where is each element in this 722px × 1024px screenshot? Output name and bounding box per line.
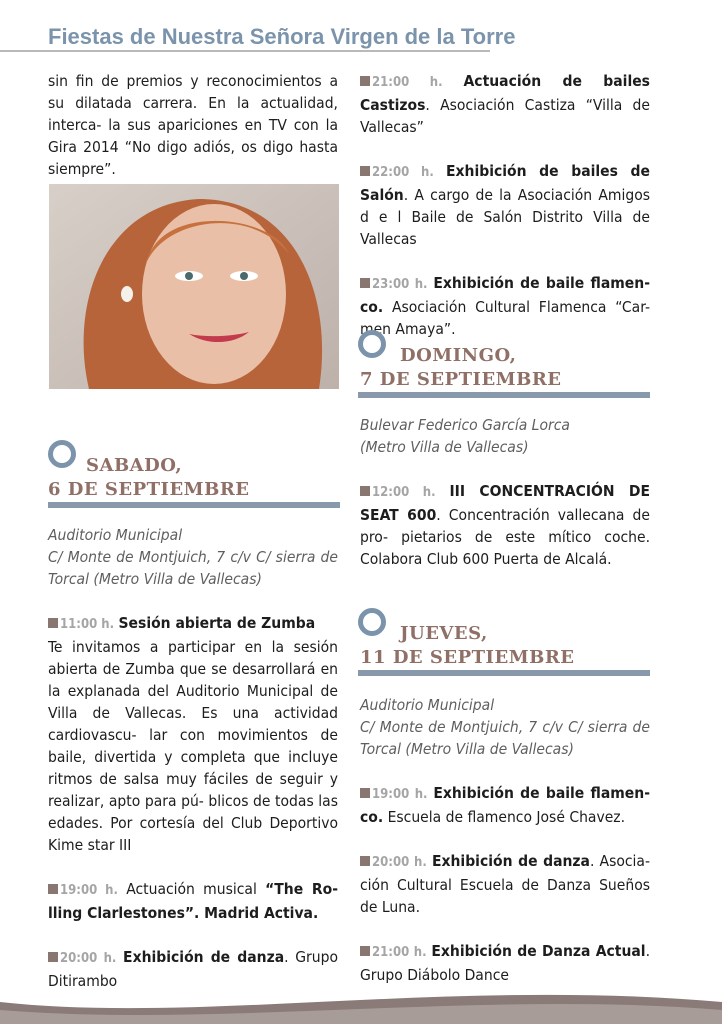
artist-photo	[49, 184, 339, 389]
right-column-top	[360, 70, 650, 340]
bullet-square-icon	[360, 278, 370, 288]
event-time: 21:00 h.	[372, 945, 427, 960]
event-title: III CONCENTRACIÓN DE SEAT 600	[360, 482, 650, 524]
event-title: “The Ro- lling Clarlestones”. Madrid Activa.	[48, 880, 338, 922]
venue-name: Bulevar Federico García Lorca	[360, 416, 570, 434]
event-title: Sesión abierta de Zumba	[118, 614, 316, 632]
event-time: 20:00 h.	[60, 951, 117, 966]
event-title: Exhibición de bailes de Salón	[360, 162, 650, 204]
right-day2-events	[360, 414, 650, 570]
day-marker-icon	[358, 608, 386, 636]
event-detail: . Grupo Diábolo Dance	[360, 942, 650, 984]
event-danza-suenos	[360, 850, 650, 918]
event-title: Exhibición de danza	[431, 852, 590, 870]
event-time: 22:00 h.	[372, 165, 434, 180]
bullet-square-icon	[360, 856, 370, 866]
bullet-square-icon	[48, 618, 58, 628]
day-marker-icon	[358, 330, 386, 358]
venue-name: Auditorio Municipal	[360, 696, 495, 714]
venue-name: Auditorio Municipal	[48, 526, 183, 544]
event-title: Exhibición de danza	[123, 948, 285, 966]
bullet-square-icon	[360, 788, 370, 798]
event-time: 23:00 h.	[372, 277, 428, 292]
day-divider	[48, 502, 340, 508]
bullet-square-icon	[48, 952, 58, 962]
event-salon	[360, 160, 650, 250]
left-column	[48, 70, 338, 180]
event-time: 12:00 h.	[372, 485, 436, 500]
event-time: 19:00 h.	[372, 787, 428, 802]
venue-address: C/ Monte de Montjuich, 7 c/v C/ sierra de Torcal (Metro Villa de Vallecas)	[360, 718, 650, 758]
day-title-line1: SABADO,	[86, 455, 183, 476]
event-detail: Escuela de flamenco José Chavez.	[383, 808, 626, 826]
day-title-line2: 7 DE SEPTIEMBRE	[360, 369, 562, 390]
venue-address: C/ Monte de Montjuich, 7 c/v C/ sierra de Torcal (Metro Villa de Vallecas)	[48, 548, 338, 588]
event-time: 20:00 h.	[372, 855, 427, 870]
event-title: Exhibición de baile flamen- co.	[360, 784, 650, 826]
left-events	[48, 524, 338, 992]
event-title: Exhibición de Danza Actual	[431, 942, 646, 960]
event-seat600	[360, 480, 650, 570]
day-heading-sabado	[48, 440, 340, 510]
intro-paragraph: sin fin de premios y reconocimientos a su dilatada carrera. En la actualidad, interca- la sus apariciones en TV con la Gira 2014 “No digo adiós, os digo hasta siempre”.	[48, 72, 338, 178]
event-detail: . Grupo Ditirambo	[48, 948, 338, 990]
bullet-square-icon	[360, 76, 370, 86]
day-title-line2: 6 DE SEPTIEMBRE	[48, 479, 250, 500]
bullet-square-icon	[360, 946, 370, 956]
event-zumba	[48, 612, 338, 636]
event-flamenco-chavez	[360, 782, 650, 828]
event-time: 19:00 h.	[60, 883, 118, 898]
event-detail: . Asocia- ción Cultural Escuela de Danza Sueños de Luna.	[360, 852, 650, 916]
event-danza-actual	[360, 940, 650, 986]
event-time: 11:00 h.	[60, 617, 115, 632]
event-detail: . Asociación Castiza “Villa de Vallecas”	[360, 96, 650, 136]
day-divider	[358, 670, 650, 676]
event-prefix: Actuación musical	[126, 880, 266, 898]
venue-address: (Metro Villa de Vallecas)	[360, 438, 529, 456]
bullet-square-icon	[48, 884, 58, 894]
day-heading-jueves	[358, 608, 650, 678]
event-castizos	[360, 70, 650, 138]
event-title: Actuación de bailes Castizos	[360, 72, 650, 114]
event-detail: . Concentración vallecana de pro- pietarios de este mítico coche. Colabora Club 600 Puerta de Alcalá.	[360, 506, 650, 568]
event-description: Te invitamos a participar en la sesión abierta de Zumba que se desarrollará en la explanada del Auditorio Municipal de Villa de Vallecas. Es una actividad cardiovascu- lar con movimientos de baile, divertida y completa que incluye ritmos de salsa muy fáciles de seguir y realizar, apto para pú- blicos de todas las edades. Por cortesía del Club Deportivo Kime star III	[48, 638, 338, 854]
day-title-line1: DOMINGO,	[400, 345, 517, 366]
right-day3-events	[360, 694, 650, 986]
bullet-square-icon	[360, 486, 370, 496]
day-title-line1: JUEVES,	[400, 623, 488, 644]
page-title: Fiestas de Nuestra Señora Virgen de la Torre	[48, 24, 516, 49]
event-detail: Asociación Cultural Flamenca “Car- men Amaya”.	[360, 298, 650, 338]
header-divider	[0, 50, 490, 52]
day-title-line2: 11 DE SEPTIEMBRE	[360, 647, 575, 668]
day-divider	[358, 392, 650, 398]
event-musical	[48, 878, 338, 924]
event-title: Exhibición de baile flamen- co.	[360, 274, 650, 316]
event-detail: . A cargo de la Asociación Amigos d e l Baile de Salón Distrito Villa de Vallecas	[360, 186, 650, 248]
footer-decoration	[0, 984, 722, 1024]
day-marker-icon	[48, 440, 76, 468]
day-heading-domingo	[358, 330, 650, 400]
event-time: 21:00 h.	[372, 75, 443, 90]
bullet-square-icon	[360, 166, 370, 176]
